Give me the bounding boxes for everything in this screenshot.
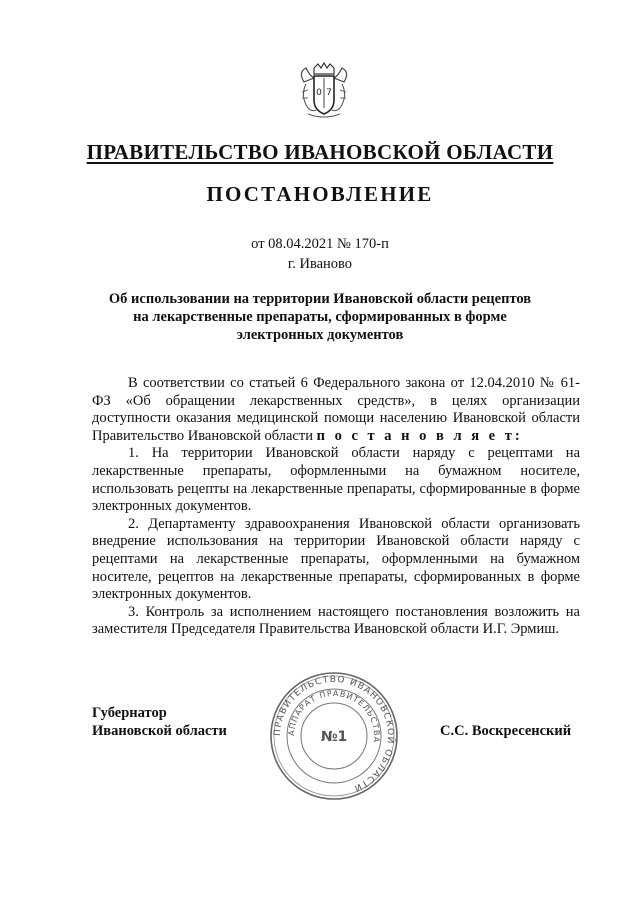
ivanovo-coat-of-arms-icon	[294, 62, 354, 122]
signer-position	[92, 705, 227, 740]
signer-name: С.С. Воскресенский	[440, 723, 572, 739]
government-title: ПРАВИТЕЛЬСТВО ИВАНОВСКОЙ ОБЛАСТИ	[86, 140, 554, 164]
clause-2: 2. Департаменту здравоохранения Ивановской области организовать внедрение использования на территории Ивановской области наряду с рецептами на лекарственные препараты, оформленными на бумажном носителе, рецептов на лекарственные препараты, сформированных в форме электронных документов.	[92, 515, 580, 603]
document-type: ПОСТАНОВЛЕНИЕ	[206, 182, 434, 206]
seal-number: №1	[320, 729, 348, 745]
seal-outer-text: ПРАВИТЕЛЬСТВО ИВАНОВСКОЙ ОБЛАСТИ	[272, 674, 396, 794]
svg-text:0: 0	[316, 88, 322, 98]
clause-3: 3. Контроль за исполнением настоящего постановления возложить на заместителя Председателя Правительства Ивановской области И.Г. Эрмиш.	[92, 603, 580, 638]
document-subject: Об использовании на территории Ивановской области рецептов на лекарственные препараты, сформированных в форме электронных документов	[108, 291, 532, 343]
document-date-number: от 08.04.2021 № 170-п	[251, 236, 389, 252]
clause-1: 1. На территории Ивановской области наряду с рецептами на лекарственные препараты, оформленными на бумажном носителе, использовать рецепты на лекарственные препараты, сформированные в форме электронных документов.	[92, 445, 580, 515]
svg-text:7: 7	[326, 88, 332, 98]
signer-position-line1: Губернатор	[92, 705, 167, 721]
resolves-colon: :	[514, 427, 523, 444]
document-city: г. Иваново	[287, 256, 353, 272]
resolves-word: п о с т а н о в л я е т	[316, 427, 515, 444]
signer-position-line2: Ивановской области	[92, 722, 227, 739]
seal-inner-text: АППАРАТ ПРАВИТЕЛЬСТВА	[286, 688, 382, 744]
document-body	[92, 375, 580, 639]
official-seal-icon	[268, 670, 400, 802]
intro-paragraph	[92, 375, 580, 445]
intro-text: В соответствии со статьей 6 Федерального закона от 12.04.2010 № 61-ФЗ «Об обращении лекарственных средств», в целях организации доступности оказания медицинской помощи населению Ивановской области Правительство Ивановской области	[92, 375, 580, 444]
